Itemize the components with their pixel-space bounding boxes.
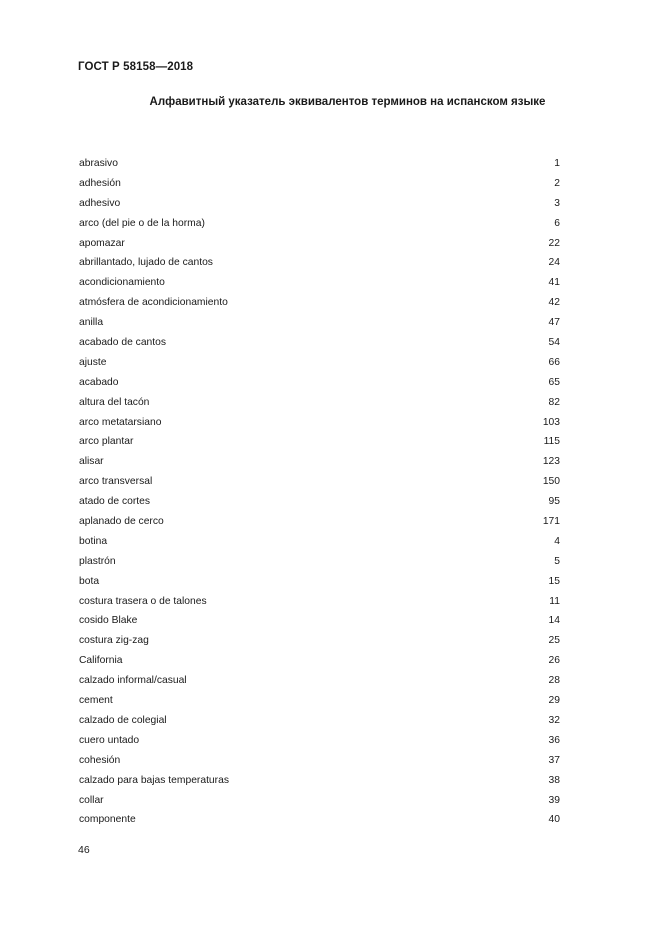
index-term: arco metatarsiano <box>79 416 162 428</box>
index-row <box>79 572 560 592</box>
page-title: Алфавитный указатель эквивалентов терминов на испанском языке <box>149 96 546 108</box>
index-term: arco (del pie o de la horma) <box>79 217 205 229</box>
index-term-number: 28 <box>548 675 560 687</box>
index-row <box>79 413 560 433</box>
index-term-number: 39 <box>548 794 560 806</box>
index-row <box>79 253 560 273</box>
index-term: arco transversal <box>79 476 153 488</box>
index-term: abrillantado, lujado de cantos <box>79 257 213 269</box>
index-term-number: 115 <box>543 436 560 448</box>
index-row <box>79 791 560 811</box>
index-term-number: 32 <box>548 714 560 726</box>
index-term: acabado de cantos <box>79 337 167 349</box>
index-row <box>79 194 560 214</box>
index-term-number: 6 <box>554 217 560 229</box>
index-row <box>79 313 560 333</box>
index-row <box>79 273 560 293</box>
index-row <box>79 154 560 174</box>
page-number: 46 <box>78 844 90 856</box>
index-term-number: 4 <box>554 535 560 547</box>
index-term: cosido Blake <box>79 615 138 627</box>
index-term-number: 95 <box>548 496 560 508</box>
index-term-number: 123 <box>542 456 560 468</box>
index-term: collar <box>79 794 104 806</box>
index-term-number: 42 <box>548 297 560 309</box>
index-term: cuero untado <box>79 734 140 746</box>
index-term: calzado informal/casual <box>79 675 187 687</box>
index-row <box>79 631 560 651</box>
index-term: ajuste <box>79 356 107 368</box>
index-row <box>79 333 560 353</box>
index-row <box>79 512 560 532</box>
index-row <box>79 472 560 492</box>
index-term-number: 29 <box>548 695 560 707</box>
index-term: atmósfera de acondicionamiento <box>79 297 228 309</box>
document-standard-header: ГОСТ Р 58158—2018 <box>78 61 194 73</box>
index-term: calzado de colegial <box>79 714 167 726</box>
index-term: calzado para bajas temperaturas <box>79 774 229 786</box>
index-term-number: 3 <box>554 197 560 209</box>
index-row <box>79 592 560 612</box>
index-term: botina <box>79 535 108 547</box>
index-row <box>79 373 560 393</box>
index-term: acondicionamiento <box>79 277 165 289</box>
index-term-number: 37 <box>548 754 560 766</box>
index-term-number: 103 <box>542 416 560 428</box>
index-row <box>79 810 560 830</box>
index-term-number: 1 <box>554 158 560 169</box>
index-term: costura zig-zag <box>79 635 149 647</box>
index-row <box>79 771 560 791</box>
index-term-number: 38 <box>548 774 560 786</box>
index-term: acabado <box>79 376 119 388</box>
index-term: altura del tacón <box>79 396 150 408</box>
index-term-number: 26 <box>548 655 560 667</box>
index-term-number: 2 <box>554 177 560 189</box>
index-term: componente <box>79 814 136 826</box>
index-term-number: 47 <box>548 317 560 329</box>
index-row <box>79 353 560 373</box>
index-term-number: 5 <box>554 555 560 567</box>
index-row <box>79 214 560 234</box>
index-term: alisar <box>79 456 104 468</box>
index-term: adhesivo <box>79 197 121 209</box>
index-term-number: 40 <box>548 814 560 826</box>
index-term: abrasivo <box>79 158 118 169</box>
index-term: aplanado de cerco <box>79 516 164 528</box>
index-term: costura trasera o de talones <box>79 595 207 607</box>
index-term: California <box>79 655 123 667</box>
index-row <box>79 751 560 771</box>
index-term-number: 15 <box>548 575 560 587</box>
index-term-number: 150 <box>542 476 560 488</box>
index-term: cohesión <box>79 754 121 766</box>
index-term: plastrón <box>79 555 116 567</box>
index-row <box>79 731 560 751</box>
index-term: anilla <box>79 317 104 329</box>
index-row <box>79 611 560 631</box>
index-row <box>79 432 560 452</box>
index-term-number: 41 <box>548 277 560 289</box>
index-term-number: 66 <box>548 356 560 368</box>
index-term: atado de cortes <box>79 496 150 508</box>
index-row <box>79 691 560 711</box>
index-term-number: 36 <box>548 734 560 746</box>
index-term-number: 54 <box>548 337 560 349</box>
index-row <box>79 711 560 731</box>
index-term: cement <box>79 695 113 707</box>
index-row <box>79 671 560 691</box>
term-index-list <box>79 154 560 830</box>
index-term: arco plantar <box>79 436 134 448</box>
index-term-number: 14 <box>548 615 560 627</box>
index-term-number: 171 <box>542 516 560 528</box>
index-row <box>79 532 560 552</box>
index-term-number: 82 <box>548 396 560 408</box>
index-row <box>79 492 560 512</box>
index-term-number: 24 <box>548 257 560 269</box>
index-row <box>79 174 560 194</box>
index-term: bota <box>79 575 100 587</box>
index-term-number: 25 <box>548 635 560 647</box>
index-term: adhesión <box>79 177 121 189</box>
index-term-number: 11 <box>549 595 560 607</box>
index-row <box>79 393 560 413</box>
index-row <box>79 452 560 472</box>
index-row <box>79 234 560 254</box>
index-row <box>79 552 560 572</box>
index-row <box>79 293 560 313</box>
index-term-number: 22 <box>548 237 560 249</box>
index-term-number: 65 <box>548 376 560 388</box>
index-row <box>79 651 560 671</box>
index-term: apomazar <box>79 237 125 249</box>
